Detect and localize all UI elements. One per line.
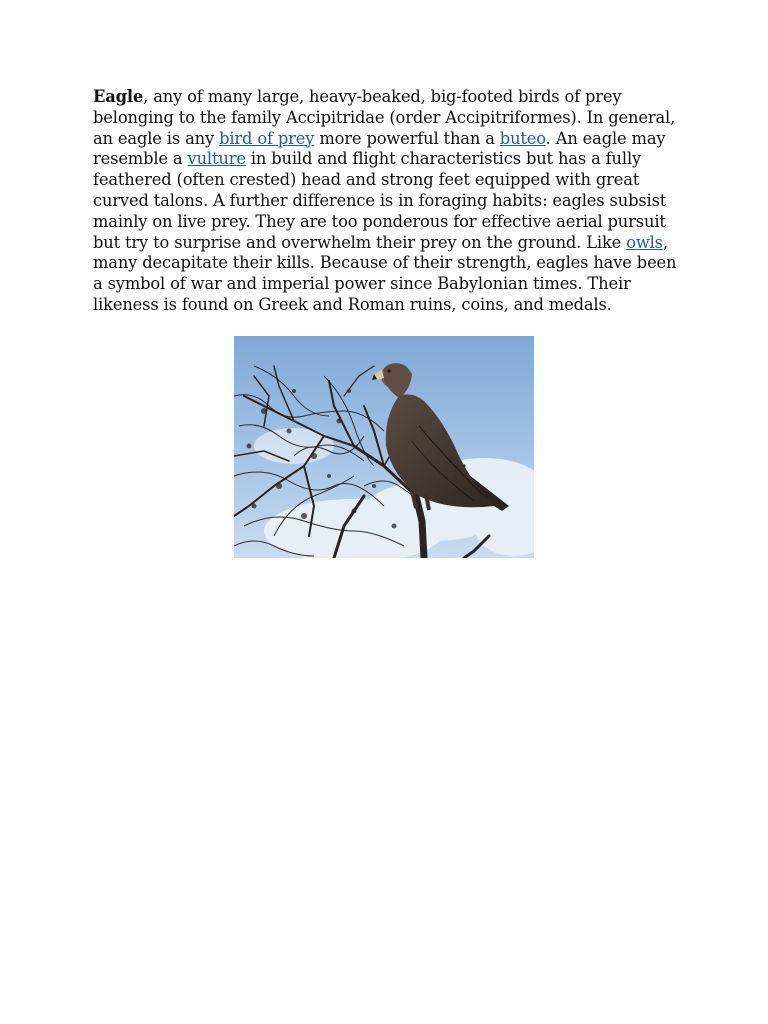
article-text-5: , many decapitate their kills. Because of their strength, eagles have been a symbol of war and imperial power since Babylonian times. Their likeness is found on Greek and Roman ruins, coins, and medals. (93, 232, 677, 314)
article-paragraph (93, 87, 683, 316)
eagle-photo-illustration (234, 336, 534, 558)
eagle-photo (234, 336, 534, 558)
article-text-4: in build and flight characteristics but has a fully feathered (often crested) head and strong feet equipped with great curved talons. A further difference is in foraging habits: eagles subsist mainly on live prey. They are too ponderous for effective aerial pursuit but try to surprise and overwhelm their prey on the ground. Like (93, 149, 667, 252)
article-text-3: . An eagle may resemble a (93, 128, 666, 169)
link-bird-of-prey[interactable]: bird of prey (219, 128, 315, 148)
article-term: Eagle (93, 87, 144, 106)
article-text-2: more powerful than a (314, 128, 500, 148)
link-owls[interactable]: owls (626, 232, 663, 252)
article-text-1: , any of many large, heavy-beaked, big-footed birds of prey belonging to the family Accipitridae (order Accipitriformes). In general, an eagle is any (93, 87, 676, 148)
link-vulture[interactable]: vulture (187, 149, 246, 169)
link-buteo[interactable]: buteo (499, 128, 546, 148)
